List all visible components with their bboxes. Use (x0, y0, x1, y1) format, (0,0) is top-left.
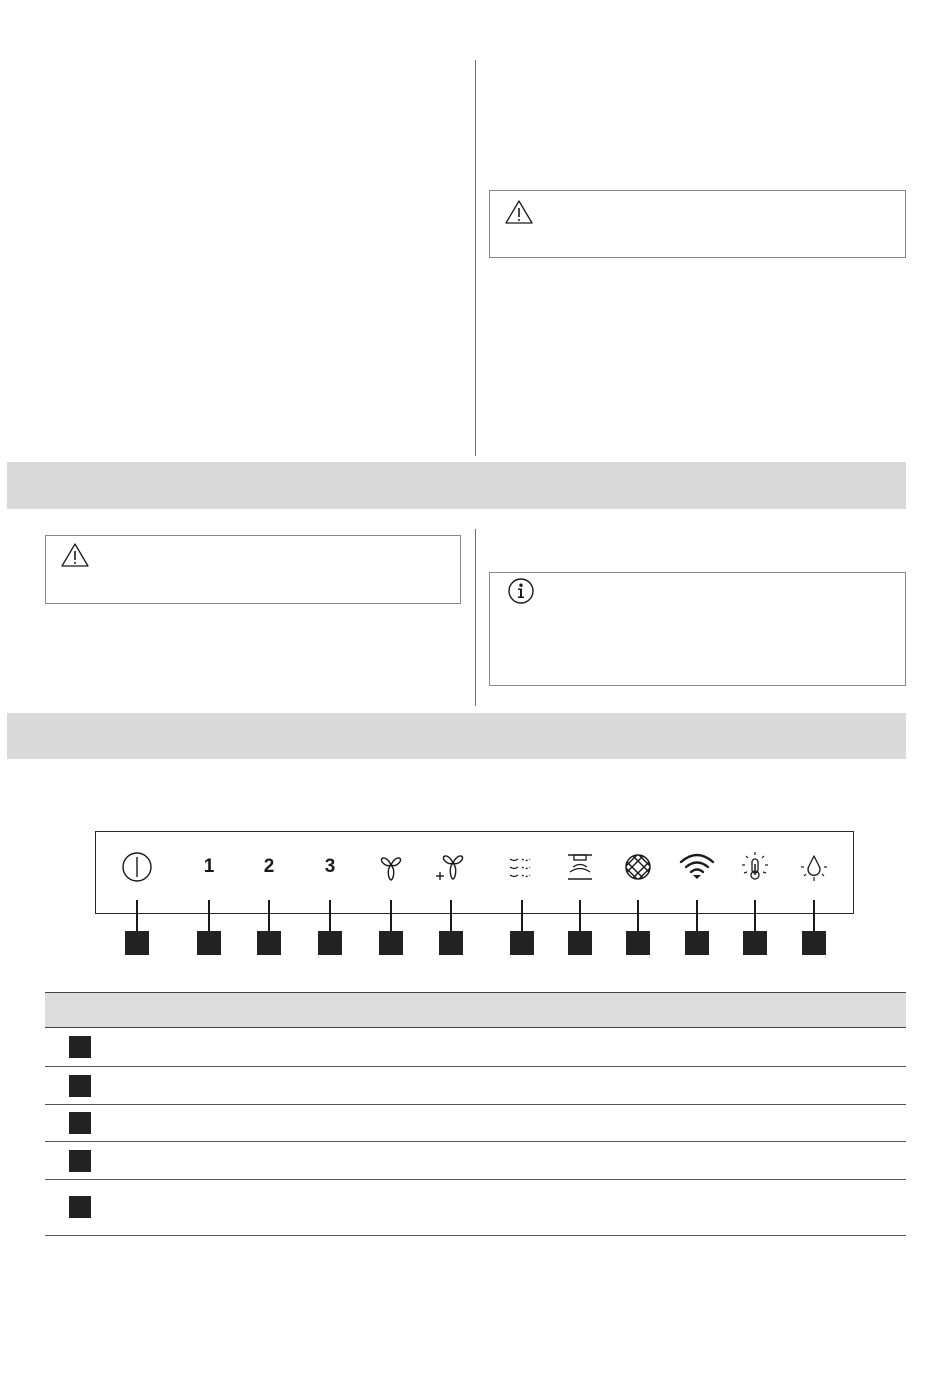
leader-line (637, 900, 638, 931)
leader-line (813, 900, 814, 931)
callout-marker (802, 931, 826, 955)
row-description (163, 1180, 896, 1235)
fan-boost-plus-icon (431, 847, 471, 887)
column-divider (475, 529, 476, 706)
table-row (45, 1028, 906, 1067)
row-description (163, 1142, 896, 1179)
table-row (45, 1067, 906, 1105)
row-callout-marker (69, 1150, 91, 1172)
table-row (45, 1105, 906, 1142)
callout-marker (379, 931, 403, 955)
leader-line (208, 900, 209, 931)
table-row (45, 1180, 906, 1236)
grease-filter-icon (618, 847, 658, 887)
row-callout-marker (69, 1112, 91, 1134)
fan-boost-icon (371, 847, 411, 887)
fan-speed-1-label: 1 (203, 856, 215, 877)
fumes-sensor-icon (502, 847, 542, 887)
callout-marker (743, 931, 767, 955)
table-row (45, 1142, 906, 1180)
callout-marker (568, 931, 592, 955)
leader-line (579, 900, 580, 931)
power-icon (117, 847, 157, 887)
warning-box (489, 190, 906, 258)
leader-line (136, 900, 137, 931)
leader-line (390, 900, 391, 931)
row-callout-marker (69, 1196, 91, 1218)
leader-line (754, 900, 755, 931)
fan-speed-2-label: 2 (263, 856, 275, 877)
callout-marker (685, 931, 709, 955)
fan-speed-3-label: 3 (324, 856, 336, 877)
leader-line (450, 900, 451, 931)
row-description (163, 1105, 896, 1141)
row-description (163, 1028, 896, 1066)
callout-marker (125, 931, 149, 955)
row-description (163, 1067, 896, 1104)
info-circle-icon (507, 577, 535, 610)
warning-box (45, 535, 461, 604)
leader-line (521, 900, 522, 931)
table-header (45, 992, 906, 1028)
callout-marker (626, 931, 650, 955)
callout-marker (510, 931, 534, 955)
light-bulb-icon (794, 847, 834, 887)
callout-marker (197, 931, 221, 955)
section-heading-bar (7, 462, 906, 509)
warning-triangle-icon (504, 199, 534, 230)
leader-line (329, 900, 330, 931)
callout-marker (257, 931, 281, 955)
info-box (489, 572, 906, 686)
row-callout-marker (69, 1075, 91, 1097)
callout-marker (318, 931, 342, 955)
leader-line (268, 900, 269, 931)
wifi-icon (677, 847, 717, 887)
leader-line (696, 900, 697, 931)
section-heading-bar (7, 713, 906, 759)
callout-marker (439, 931, 463, 955)
temperature-light-icon (735, 847, 775, 887)
hob-connection-icon (560, 847, 600, 887)
column-divider (475, 60, 476, 456)
warning-triangle-icon (60, 542, 90, 573)
section2-right-column (489, 529, 905, 565)
section1-left-column (45, 60, 455, 450)
section1-right-column (489, 60, 905, 180)
row-callout-marker (69, 1036, 91, 1058)
